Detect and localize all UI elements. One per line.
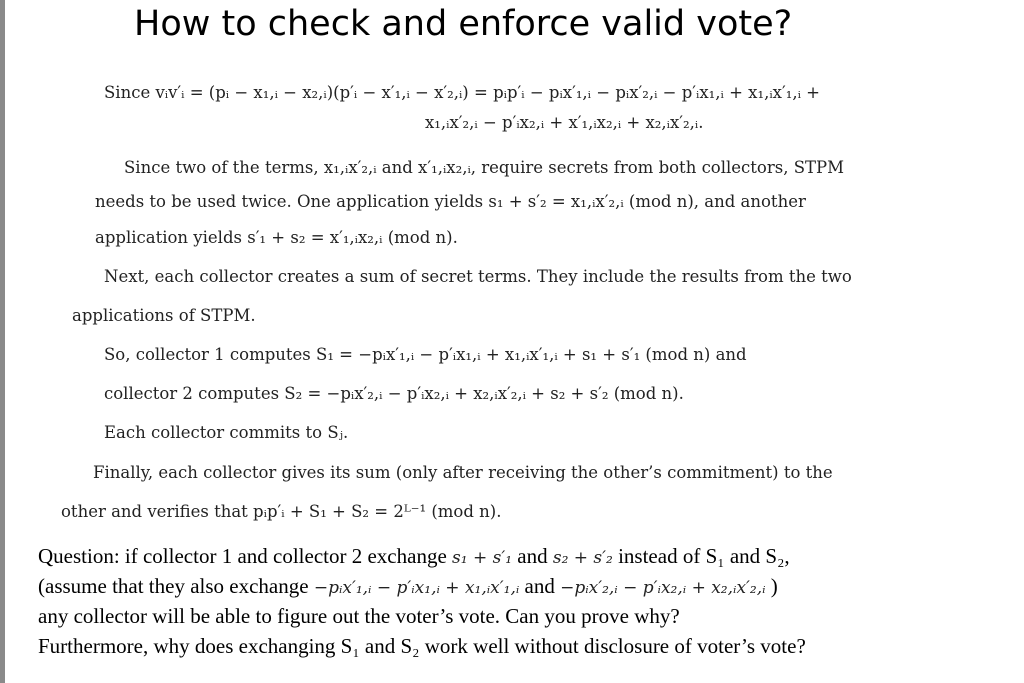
math-terms-2: −pᵢx′₂,ᵢ − p′ᵢx₂,ᵢ + x₂,ᵢx′₂,ᵢ bbox=[560, 578, 766, 598]
math-sum-1: s₁ + s′₁ bbox=[452, 548, 513, 568]
left-border bbox=[0, 0, 5, 683]
paragraph-line-10: Each collector commits to Sⱼ. bbox=[104, 423, 349, 442]
paragraph-line-1: Since vᵢv′ᵢ = (pᵢ − x₁,ᵢ − x₂,ᵢ)(p′ᵢ − x′₁,ᵢ − x′₂,ᵢ) = pᵢp′ᵢ − pᵢx′₁,ᵢ − pᵢx′₂,ᵢ − p′ᵢx₁,ᵢ + x₁,ᵢx′₁,ᵢ + bbox=[104, 83, 820, 102]
slide-title: How to check and enforce valid vote? bbox=[134, 4, 793, 44]
paragraph-line-7: applications of STPM. bbox=[72, 306, 256, 325]
paragraph-line-12: other and verifies that pᵢp′ᵢ + S₁ + S₂ = 2ᴸ⁻¹ (mod n). bbox=[61, 502, 502, 521]
paragraph-line-5: application yields s′₁ + s₂ = x′₁,ᵢx₂,ᵢ (mod n). bbox=[95, 228, 458, 247]
paragraph-line-8: So, collector 1 computes S₁ = −pᵢx′₁,ᵢ − p′ᵢx₁,ᵢ + x₁,ᵢx′₁,ᵢ + s₁ + s′₁ (mod n) and bbox=[104, 345, 747, 364]
paragraph-line-6: Next, each collector creates a sum of secret terms. They include the results from the two bbox=[104, 267, 852, 286]
question-line-2: (assume that they also exchange −pᵢx′₁,ᵢ − p′ᵢx₁,ᵢ + x₁,ᵢx′₁,ᵢ and −pᵢx′₂,ᵢ − p′ᵢx₂,ᵢ + x₂,ᵢx′₂,ᵢ ) bbox=[38, 574, 778, 598]
paragraph-line-4: needs to be used twice. One application yields s₁ + s′₂ = x₁,ᵢx′₂,ᵢ (mod n), and another bbox=[95, 192, 806, 211]
question-line-1: Question: if collector 1 and collector 2 exchange s₁ + s′₁ and s₂ + s′₂ instead of S₁ and S₂, bbox=[38, 544, 790, 568]
math-sum-2: s₂ + s′₂ bbox=[552, 548, 613, 568]
math-terms-1: −pᵢx′₁,ᵢ − p′ᵢx₁,ᵢ + x₁,ᵢx′₁,ᵢ bbox=[313, 578, 520, 598]
paragraph-line-11: Finally, each collector gives its sum (only after receiving the other’s commitment) to the bbox=[93, 463, 833, 482]
paragraph-line-2: x₁,ᵢx′₂,ᵢ − p′ᵢx₂,ᵢ + x′₁,ᵢx₂,ᵢ + x₂,ᵢx′₂,ᵢ. bbox=[425, 113, 704, 132]
paragraph-line-9: collector 2 computes S₂ = −pᵢx′₂,ᵢ − p′ᵢx₂,ᵢ + x₂,ᵢx′₂,ᵢ + s₂ + s′₂ (mod n). bbox=[104, 384, 684, 403]
paragraph-line-3: Since two of the terms, x₁,ᵢx′₂,ᵢ and x′₁,ᵢx₂,ᵢ, require secrets from both collectors, STPM bbox=[124, 158, 845, 177]
question-line-3: any collector will be able to figure out the voter’s vote. Can you prove why? bbox=[38, 604, 680, 628]
question-line-4: Furthermore, why does exchanging S₁ and S₂ work well without disclosure of voter’s vote? bbox=[38, 634, 806, 658]
